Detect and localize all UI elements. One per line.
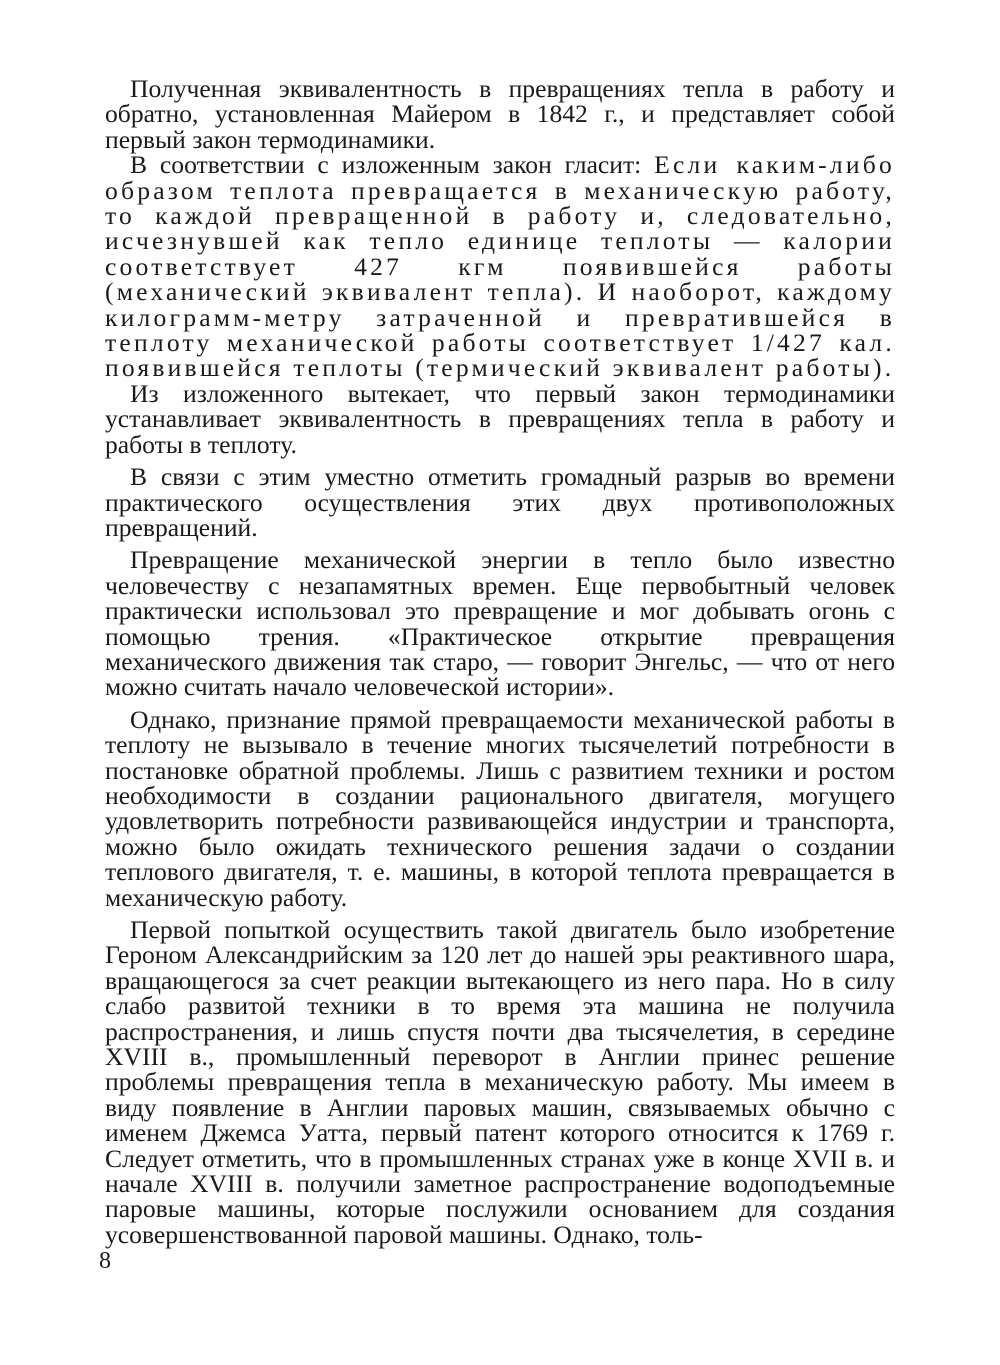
paragraph-law-statement	[105, 152, 895, 381]
paragraph-first-law-intro: Полученная эквивалентность в превращениях тепла в работу и обратно, установленная Майером в 1842 г., и представляет собой первый закон термодинамики.	[105, 74, 895, 154]
paragraph-time-gap: В связи с этим уместно отметить громадный разрыв во времени практического осуществления этих двух противоположных превращений.	[105, 462, 895, 542]
law-statement-spaced: Если каким-либо образом теплота превращается в механическую работу, то каждой превращенной в работу и, следовательно, исчезнувшей как тепло единице теплоты — калории соответствует 427 кгм появившейся работы (механический эквивалент тепла). И наоборот, каждому килограмм-метру затраченной и превратившейся в теплоту механической работы соответствует 1/427 кал. появившейся теплоты (термический эквивалент работы).	[105, 150, 895, 383]
law-intro-text: В соответствии с изложенным закон гласит:	[130, 150, 655, 180]
paragraph-mechanical-to-heat: Превращение механической энергии в тепло было известно человечеству с незапамятных времен. Еще первобытный человек практически использовал это превращение и мог добывать огонь с помощью трения. «Практическое открытие превращения механического движения так старо, — говорит Энгельс, — что от него можно считать начало человеческой истории».	[105, 545, 895, 702]
paragraph-heron-watt: Первой попыткой осуществить такой двигатель было изобретение Героном Александрийским за 120 лет до нашей эры реактивного шара, вращающегося за счет реакции вытекающего из него пара. Но в силу слабо развитой техники в то время эта машина не получила распространения, и лишь спустя почти два тысячелетия, в середине XVIII в., промышленный переворот в Англии принес решение проблемы превращения тепла в механическую работу. Мы имеем в виду появление в Англии паровых машин, связываемых обычно с именем Джемса Уатта, первый патент которого относится к 1769 г. Следует отметить, что в промышленных странах уже в конце XVII в. и начале XVIII в. получили заметное распространение водоподъемные паровые машины, которые послужили основанием для создания усовершенствованной паровой машины. Однако, толь-	[105, 915, 895, 1249]
page-number: 8	[99, 1248, 111, 1274]
paragraph-reverse-problem: Однако, признание прямой превращаемости механической работы в теплоту не вызывало в течение многих тысячелетий потребности в постановке обратной проблемы. Лишь с развитием техники и ростом необходимости в создании рационального двигателя, могущего удовлетворить потребности развивающейся индустрии и транспорта, можно было ожидать технического решения задачи о создании теплового двигателя, т. е. машины, в которой теплота превращается в механическую работу.	[105, 704, 895, 912]
paragraph-conclusion: Из изложенного вытекает, что первый закон термодинамики устанавливает эквивалентность в превращениях тепла в работу и работы в теплоту.	[105, 378, 895, 459]
body-text	[105, 76, 895, 1247]
